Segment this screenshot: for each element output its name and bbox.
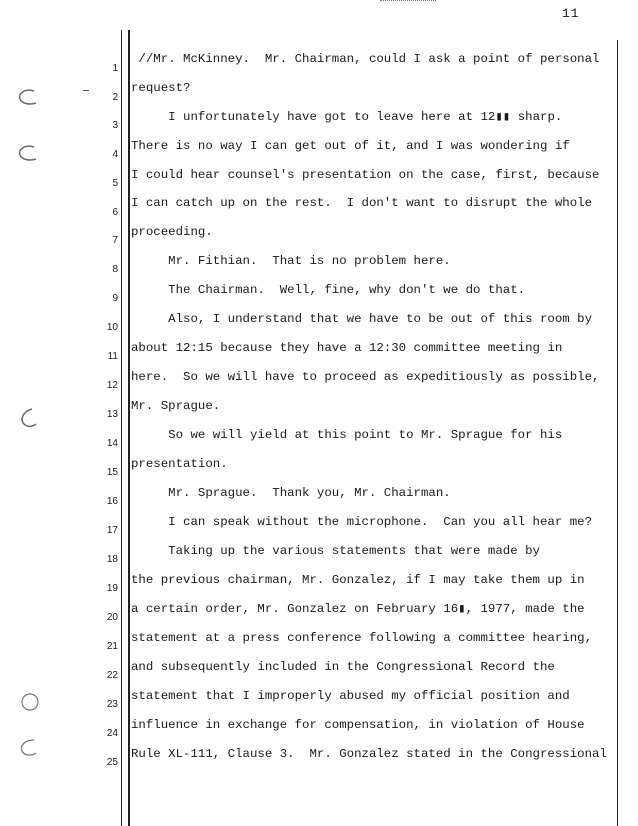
transcript-line: Mr. Fithian. That is no problem here. xyxy=(131,254,451,268)
punch-hole-mark xyxy=(12,406,42,430)
line-number: 13 xyxy=(106,409,118,420)
transcript-line: statement that I improperly abused my official position and xyxy=(131,689,570,703)
line-number: 15 xyxy=(106,467,118,478)
line-number: 6 xyxy=(112,207,118,218)
transcript-line: Also, I understand that we have to be out of this room by xyxy=(131,312,593,326)
left-margin-rule-double xyxy=(128,30,130,826)
line-number: 16 xyxy=(106,496,118,507)
transcript-line: Mr. Sprague. Thank you, Mr. Chairman. xyxy=(131,486,451,500)
line-number: 14 xyxy=(106,438,118,449)
line-number: 10 xyxy=(106,322,118,333)
punch-hole-mark xyxy=(12,736,42,760)
transcript-line: Mr. Sprague. xyxy=(131,399,221,413)
line-number: 17 xyxy=(106,525,118,536)
punch-hole-mark xyxy=(12,690,42,714)
punch-hole-mark xyxy=(12,86,42,110)
line-number: 7 xyxy=(112,235,118,246)
line-number: 25 xyxy=(106,757,118,768)
line-number: 9 xyxy=(112,293,118,304)
line-number: 5 xyxy=(112,178,118,189)
transcript-line: I can speak without the microphone. Can you all hear me? xyxy=(131,515,593,529)
transcript-line: about 12:15 because they have a 12:30 committee meeting in xyxy=(131,341,563,355)
line-number: 12 xyxy=(106,380,118,391)
transcript-line: I unfortunately have got to leave here at 12▮▮ sharp. xyxy=(131,110,563,124)
transcript-line: //Mr. McKinney. Mr. Chairman, could I ask a point of personal xyxy=(131,52,600,66)
transcript-line: So we will yield at this point to Mr. Sprague for his xyxy=(131,428,563,442)
transcript-line: proceeding. xyxy=(131,225,213,239)
line-number: 19 xyxy=(106,583,118,594)
right-margin-rule xyxy=(617,40,618,826)
transcript-line: the previous chairman, Mr. Gonzalez, if I may take them up in xyxy=(131,573,585,587)
line-number: 22 xyxy=(106,670,118,681)
line-number: 21 xyxy=(106,641,118,652)
page-number: 11 xyxy=(562,6,580,21)
line-number: 24 xyxy=(106,728,118,739)
transcript-line: Taking up the various statements that were made by xyxy=(131,544,540,558)
transcript-line: statement at a press conference following a committee hearing, xyxy=(131,631,593,645)
line-number: 20 xyxy=(106,612,118,623)
punch-hole-mark xyxy=(12,142,42,166)
line-number: 2 xyxy=(112,92,118,103)
transcript-line: request? xyxy=(131,81,191,95)
transcript-line: Rule XL-111, Clause 3. Mr. Gonzalez stated in the Congressional xyxy=(131,747,607,761)
line-number: 23 xyxy=(106,699,118,710)
transcript-line: presentation. xyxy=(131,457,228,471)
margin-tick xyxy=(83,90,89,91)
transcript-line: The Chairman. Well, fine, why don't we do that. xyxy=(131,283,526,297)
transcript-line: I can catch up on the rest. I don't want to disrupt the whole xyxy=(131,196,593,210)
transcript-line: There is no way I can get out of it, and I was wondering if xyxy=(131,139,570,153)
transcript-line: here. So we will have to proceed as expeditiously as possible, xyxy=(131,370,600,384)
line-number: 3 xyxy=(112,120,118,131)
line-number: 18 xyxy=(106,554,118,565)
left-margin-rule xyxy=(121,30,122,826)
transcript-line: influence in exchange for compensation, in violation of House xyxy=(131,718,585,732)
line-number: 1 xyxy=(112,63,118,74)
transcript-line: a certain order, Mr. Gonzalez on February 16▮, 1977, made the xyxy=(131,602,585,616)
transcript-line: I could hear counsel's presentation on the case, first, because xyxy=(131,168,600,182)
line-number: 11 xyxy=(107,351,118,362)
top-edge-mark xyxy=(380,0,436,3)
line-number: 8 xyxy=(112,264,118,275)
line-number: 4 xyxy=(112,149,118,160)
transcript-line: and subsequently included in the Congressional Record the xyxy=(131,660,555,674)
